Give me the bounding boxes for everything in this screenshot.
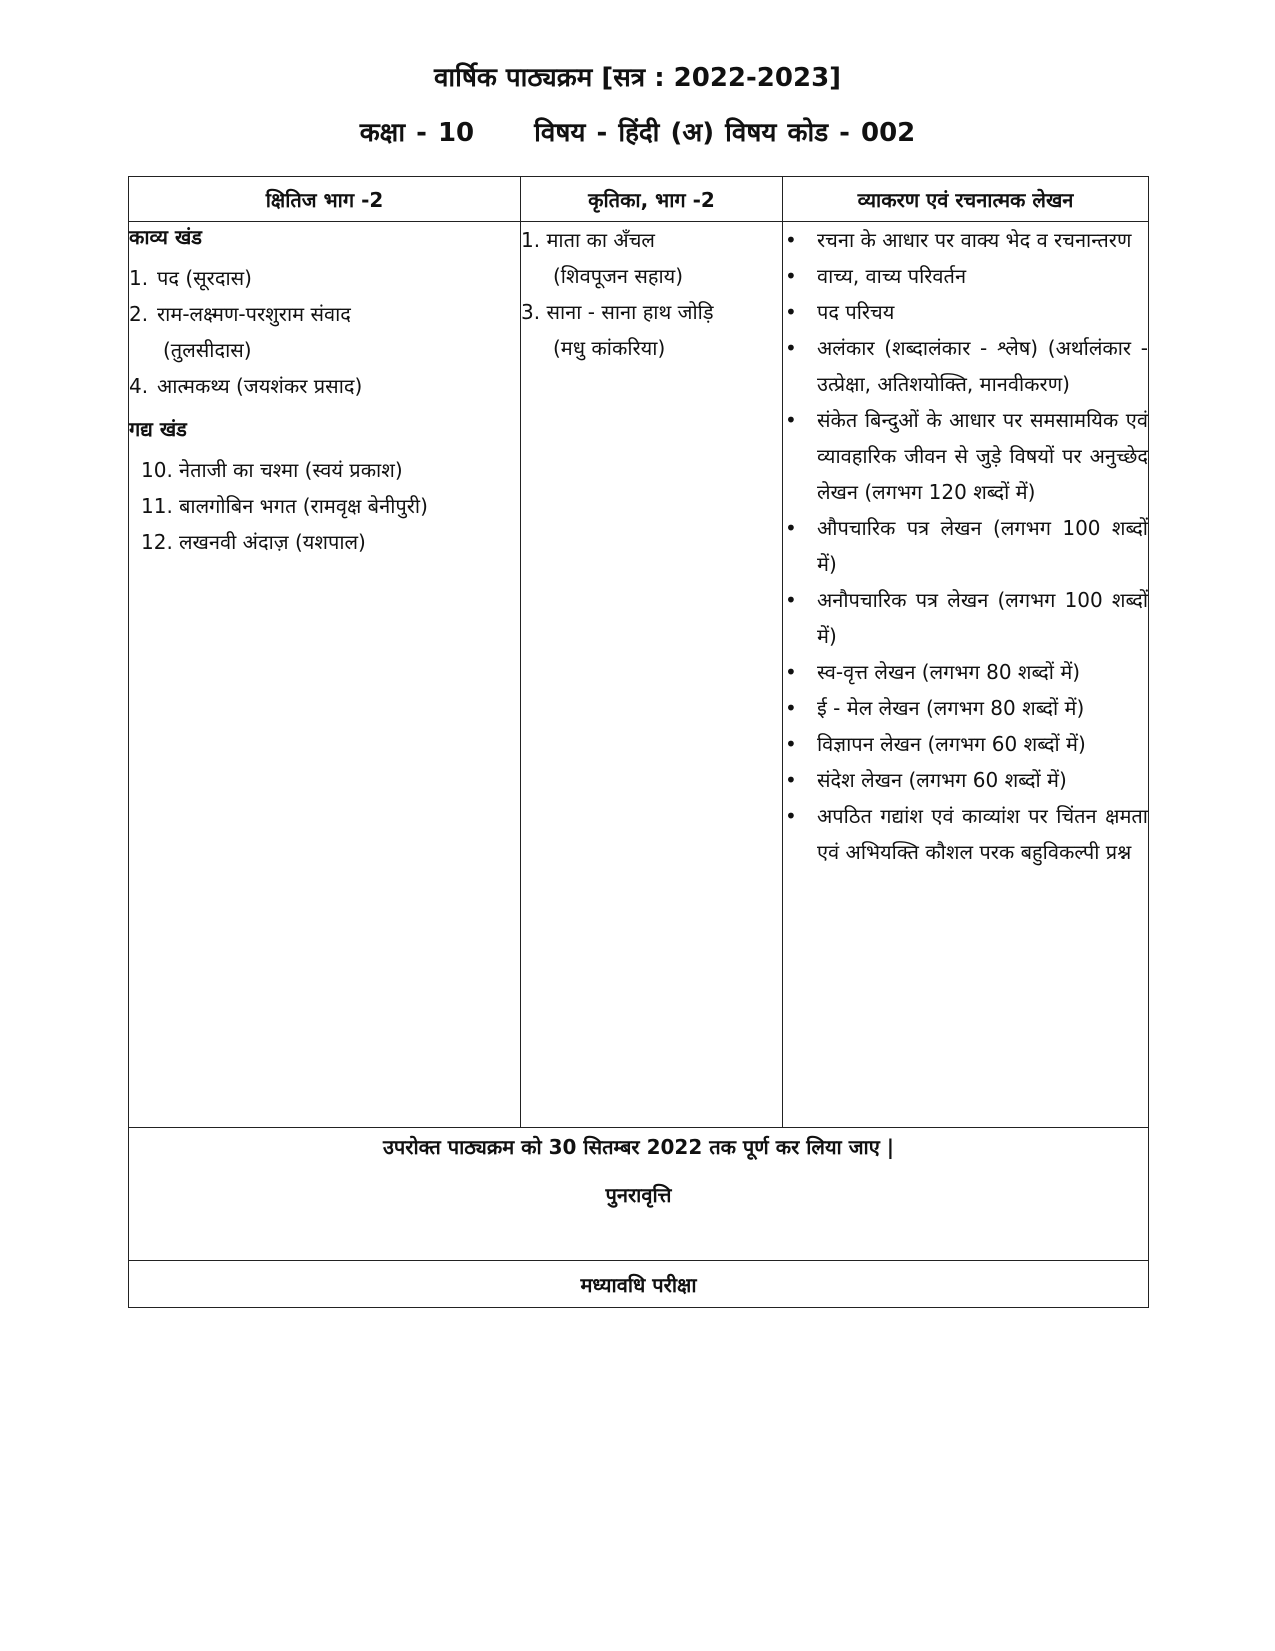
column-header-vyakaran: व्याकरण एवं रचनात्मक लेखन — [783, 177, 1149, 222]
list-item-continuation: (तुलसीदास) — [163, 338, 252, 362]
list-item: • अपठित गद्यांश एवं काव्यांश पर चिंतन क्षमता एवं अभियक्ति कौशल परक बहुविकल्पी प्रश्न — [783, 798, 1148, 870]
list-item: • पद परिचय — [783, 294, 1148, 330]
list-item: • औपचारिक पत्र लेखन (लगभग 100 शब्दों में) — [783, 510, 1148, 582]
list-item: • संकेत बिन्दुओं के आधार पर समसामयिक एवं व्यावहारिक जीवन से जुड़े विषयों पर अनुच्छेद लेखन (लगभग 120 शब्दों में) — [783, 402, 1148, 510]
list-item: • ई - मेल लेखन (लगभग 80 शब्दों में) — [783, 690, 1148, 726]
page-title: वार्षिक पाठ्यक्रम [सत्र : 2022-2023] — [433, 63, 842, 93]
midterm-label: मध्यावधि परीक्षा — [129, 1261, 1149, 1308]
list-item: • संदेश लेखन (लगभग 60 शब्दों में) — [783, 762, 1148, 798]
gadya-heading: गद्य खंड — [129, 417, 187, 441]
list-item: • स्व-वृत्त लेखन (लगभग 80 शब्दों में) — [783, 654, 1148, 690]
class-subject-line — [0, 113, 1275, 149]
vyakaran-cell — [783, 222, 1149, 1128]
list-item: 1. माता का अँचल — [521, 228, 655, 252]
list-item: • अलंकार (शब्दालंकार - श्लेष) (अर्थालंकार - उत्प्रेक्षा, अतिशयोक्ति, मानवीकरण) — [783, 330, 1148, 402]
list-item: 1. पद (सूरदास) — [129, 266, 252, 290]
list-item: 10. नेताजी का चश्मा (स्वयं प्रकाश) — [141, 458, 403, 482]
list-item-continuation: (मधु कांकरिया) — [553, 336, 666, 360]
class-label: कक्षा - 10 — [359, 118, 475, 148]
list-item: 11. बालगोबिन भगत (रामवृक्ष बेनीपुरी) — [141, 494, 428, 518]
kritika-list — [521, 222, 782, 366]
column-header-kritika: कृतिका, भाग -2 — [521, 177, 783, 222]
kavya-heading: काव्य खंड — [129, 225, 203, 249]
midterm-row — [129, 1261, 1149, 1308]
table-header-row — [129, 177, 1149, 222]
list-item-continuation: (शिवपूजन सहाय) — [553, 264, 684, 288]
list-item: 4. आत्मकथ्य (जयशंकर प्रसाद) — [129, 374, 363, 398]
table-content-row — [129, 222, 1149, 1128]
gadya-list — [129, 452, 520, 560]
subject-label: विषय - हिंदी (अ) विषय कोड - 002 — [534, 118, 916, 148]
list-item: • अनौपचारिक पत्र लेखन (लगभग 100 शब्दों में) — [783, 582, 1148, 654]
completion-note: उपरोक्त पाठ्यक्रम को 30 सितम्बर 2022 तक पूर्ण कर लिया जाए | — [382, 1135, 895, 1159]
kavya-list — [129, 260, 520, 404]
vyakaran-list — [783, 222, 1148, 870]
list-item: 2. राम-लक्ष्मण-परशुराम संवाद — [129, 302, 351, 326]
list-item: 12. लखनवी अंदाज़ (यशपाल) — [141, 530, 366, 554]
list-item: • वाच्य, वाच्य परिवर्तन — [783, 258, 1148, 294]
completion-row — [129, 1128, 1149, 1261]
column-header-kshitij: क्षितिज भाग -2 — [129, 177, 521, 222]
kshitij-cell — [129, 222, 521, 1128]
completion-cell — [129, 1128, 1149, 1261]
kritika-cell — [521, 222, 783, 1128]
list-item: • रचना के आधार पर वाक्य भेद व रचनान्तरण — [783, 222, 1148, 258]
revision-label: पुनरावृत्ति — [605, 1183, 672, 1207]
list-item: 3. साना - साना हाथ जोड़ि — [521, 300, 714, 324]
syllabus-table — [128, 176, 1149, 1308]
list-item: • विज्ञापन लेखन (लगभग 60 शब्दों में) — [783, 726, 1148, 762]
